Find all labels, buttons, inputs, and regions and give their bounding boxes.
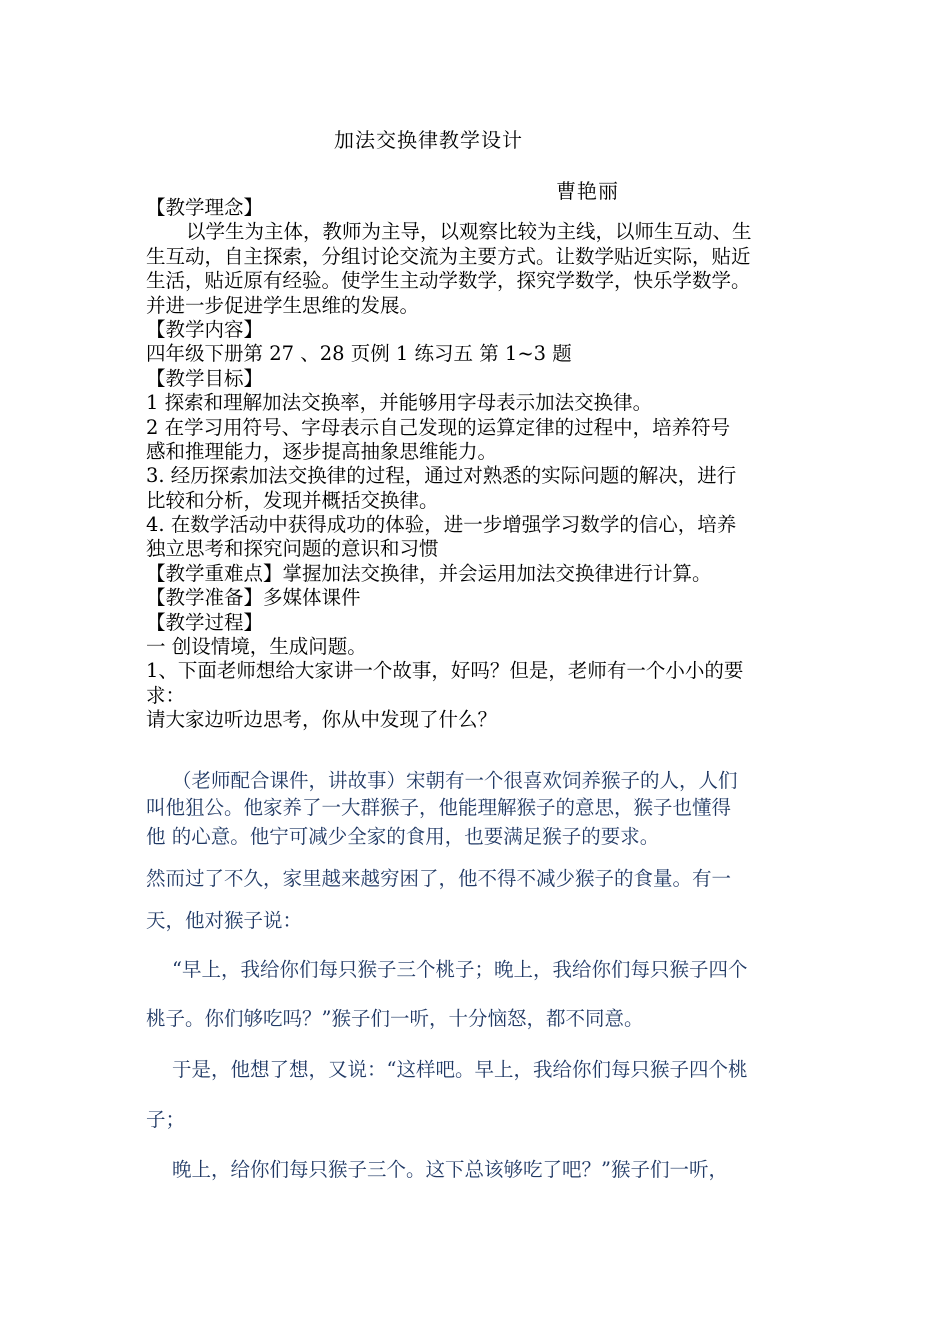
story-line: 于是，他想了想，又说：“这样吧。早上，我给你们每只猴子四个桃 — [172, 1058, 748, 1081]
story-line: （老师配合课件，讲故事）宋朝有一个很喜欢饲养猴子的人，人们 — [172, 769, 738, 792]
paragraph-line: 求： — [146, 683, 186, 707]
paragraph-line: 一 创设情境，生成问题。 — [146, 635, 367, 659]
story-line: 他 的心意。他宁可减少全家的食用，也要满足猴子的要求。 — [146, 825, 660, 848]
paragraph-line: 生互动，自主探索，分组讨论交流为主要方式。让数学贴近实际，贴近 — [146, 244, 751, 268]
section-heading-preparation: 【教学准备】多媒体课件 — [146, 586, 361, 610]
document-title: 加法交换律教学设计 — [334, 128, 523, 152]
story-line: 天，他对猴子说： — [146, 909, 303, 932]
story-line: 子； — [146, 1108, 186, 1131]
paragraph-line: 1 探索和理解加法交换率，并能够用字母表示加法交换律。 — [146, 391, 653, 415]
section-heading-process: 【教学过程】 — [146, 610, 264, 634]
paragraph-line: 感和推理能力，逐步提高抽象思维能力。 — [146, 439, 498, 463]
paragraph-line: 3. 经历探索加法交换律的过程，通过对熟悉的实际问题的解决，进行 — [146, 464, 737, 488]
section-heading-philosophy: 【教学理念】 — [146, 196, 264, 219]
story-line: 叫他狙公。他家养了一大群猴子，他能理解猴子的意思，猴子也懂得 — [146, 796, 732, 819]
paragraph-line: 请大家边听边思考，你从中发现了什么？ — [146, 708, 498, 732]
paragraph-line: 4. 在数学活动中获得成功的体验，进一步增强学习数学的信心，培养 — [146, 513, 737, 537]
paragraph-line: 2 在学习用符号、字母表示自己发现的运算定律的过程中，培养符号 — [146, 415, 731, 439]
paragraph-line: 并进一步促进学生思维的发展。 — [146, 293, 420, 317]
section-heading-content: 【教学内容】 — [146, 317, 264, 341]
story-line: 桃子。你们够吃吗？”猴子们一听，十分恼怒，都不同意。 — [146, 1007, 644, 1030]
paragraph-line: 独立思考和探究问题的意识和习惯 — [146, 537, 439, 561]
story-line: 然而过了不久，家里越来越穷困了，他不得不减少猴子的食量。有一 — [146, 867, 732, 890]
section-heading-goals: 【教学目标】 — [146, 366, 264, 390]
story-line: 晚上，给你们每只猴子三个。这下总该够吃了吧？”猴子们一听， — [172, 1158, 728, 1181]
paragraph-line: 1、下面老师想给大家讲一个故事，好吗？但是，老师有一个小小的要 — [146, 659, 744, 683]
section-heading-key-points: 【教学重难点】掌握加法交换律，并会运用加法交换律进行计算。 — [146, 561, 712, 585]
paragraph-line: 比较和分析，发现并概括交换律。 — [146, 488, 439, 512]
paragraph-line: 四年级下册第 27 、28 页例 1 练习五 第 1~3 题 — [146, 342, 572, 366]
document-body — [146, 196, 810, 733]
paragraph-line: 以学生为主体，教师为主导，以观察比较为主线，以师生互动、生 — [186, 220, 752, 244]
paragraph-line: 生活，贴近原有经验。使学生主动学数学，探究学数学，快乐学数学。 — [146, 269, 751, 293]
author-name: 曹艳丽 — [556, 179, 619, 203]
story-line: “早上，我给你们每只猴子三个桃子；晚上，我给你们每只猴子四个 — [172, 958, 748, 981]
